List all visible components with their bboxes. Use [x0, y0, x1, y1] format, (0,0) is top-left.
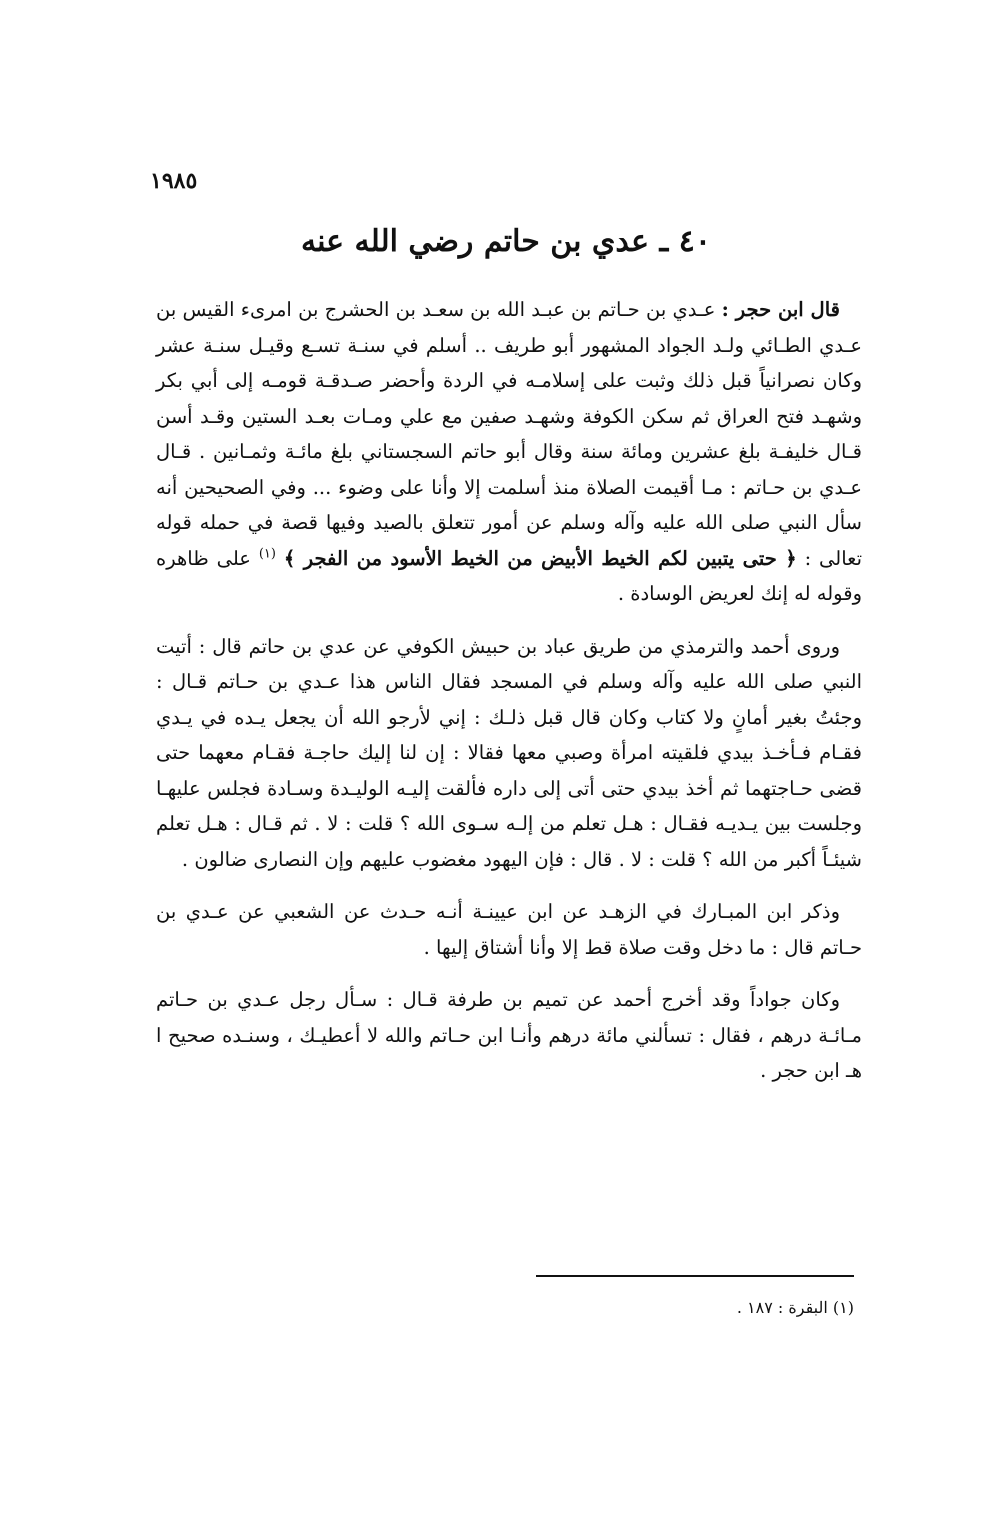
paragraph-4: وكان جواداً وقد أخرج أحمد عن تميم بن طرفة قـال : سـأل رجل عـدي بن حـاتم مـائـة درهم ، فقال : تسألني مائة درهم وأنـا ابن حـاتم والله لا أعطيـك ، وسنـده صحيح ا هـ ابن حجر . — [156, 988, 862, 1082]
speaker-label: قال ابن حجر : — [721, 298, 840, 321]
paragraph-2: وروى أحمد والترمذي من طريق عباد بن حبيش الكوفي عن عدي بن حاتم قال : أتيت النبي صلى الله عليه وآله وسلم في المسجد فقال الناس هذا عـدي بن حـاتم قـال : وجئتُ بغير أمانٍ ولا كتاب وكان قال قبل ذلـك : إني لأرجو الله أن يجعل يـده في يـدي فقـام فـأخـذ بيدي فلقيته امرأة وصبي معها فقالا : إن لنا إليك حاجـة فقـام معهما حتى قضى حـاجتهما ثم أخذ بيدي حتى أتى إلى داره فألقت إليـه الوليـدة وسـادة فجلس عليهـا وجلست بين يـديـه فقـال : هـل تعلم من إلـه سـوى الله ؟ قلت : لا . ثم قـال : هـل تعلم شيئـاً أكبر من الله ؟ قلت : لا . قال : فإن اليهود مغضوب عليهم وإن النصارى ضالون . — [156, 634, 862, 871]
paragraph-1-text-b: على ظاهره وقوله له إنك لعريض الوسادة . — [156, 546, 862, 605]
quran-verse: ﴿ حتى يتبين لكم الخيط الأبيض من الخيط الأسود من الفجر ﴾ — [283, 546, 797, 570]
body-text — [156, 292, 862, 1106]
entry-title: ٤٠ ـ عدي بن حاتم رضي الله عنه — [301, 224, 711, 259]
footnote: (١) البقرة : ١٨٧ . — [736, 1298, 854, 1317]
page-number: ١٩٨٥ — [150, 168, 198, 194]
footnote-reference[interactable]: (١) — [258, 546, 276, 561]
footnote-separator — [536, 1275, 854, 1277]
paragraph-1 — [156, 292, 862, 612]
paragraph-3: وذكر ابن المبـارك في الزهـد عن ابن عيينـة أنـه حـدث عن الشعبي عن عـدي بن حـاتم قال : ما دخل وقت صلاة قط إلا وأنا أشتاق إليها . — [156, 900, 862, 959]
paragraph-1-text-a: عـدي بن حـاتم بن عبـد الله بن سعـد بن الحشرج بن امرىء القيس بن عـدي الطـائي ولـد الجواد المشهور أبو طريف .. أسلم في سنـة تسـع وقيـل سنـة عشر وكان نصرانياً قبل ذلك وثبت على إسلامـه في الردة وأحضر صـدقـة قومـه إلى أبي بكر وشهـد فتح العراق ثم سكن الكوفة وشهـد صفين مع علي ومـات بعـد الستين وقـد أسن قـال خليفـة بلغ عشرين ومائة سنة وقال أبو حاتم السجستاني بلغ مائـة وثمـانين . قـال عـدي بن حـاتم : مـا أقيمت الصلاة منذ أسلمت إلا وأنا على وضوء ... وفي الصحيحين أنه سأل النبي صلى الله عليه وآله وسلم عن أمور تتعلق بالصيد وفيها قصة في حمله قوله تعالى : — [156, 298, 863, 570]
